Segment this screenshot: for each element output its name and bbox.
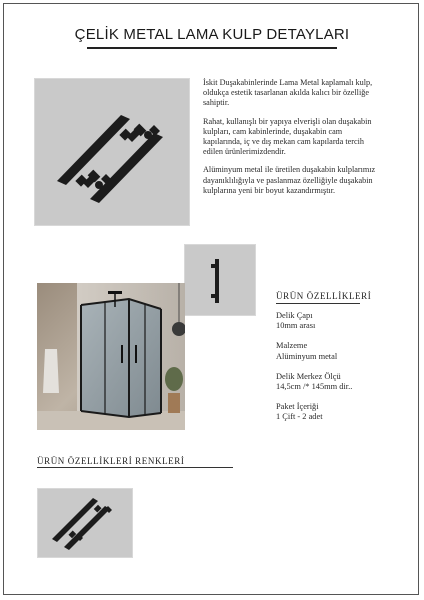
color-swatch-photo — [37, 488, 133, 558]
bathroom-scene-illustration — [37, 283, 185, 430]
handle-screw-cap-high — [144, 131, 152, 139]
spec-value: 1 Çift - 2 adet — [276, 412, 323, 422]
shower-door-handle — [121, 345, 123, 363]
description — [203, 78, 381, 204]
swatch-screw-cap-high — [100, 509, 105, 514]
description-paragraph: İskit Duşakabinlerinde Lama Metal kaplamalı kulp, oldukça estetik tasarlanan akılda kalıcı bir özelliğe sahiptir. — [203, 78, 373, 108]
spec-value: 10mm arası — [276, 321, 316, 331]
bathroom-photo — [37, 283, 185, 430]
single-handle-illustration — [185, 245, 255, 315]
handle-pair-illustration — [35, 79, 189, 225]
specs-heading-underline — [276, 303, 360, 304]
spec-item — [276, 402, 406, 422]
swatch-screw-cap-low — [71, 538, 76, 543]
plant — [165, 367, 183, 391]
spec-label: Paket İçeriği — [276, 402, 319, 412]
black-handle-illustration — [38, 489, 132, 557]
description-paragraph: Alüminyum metal ile üretilen duşakabin kulplarımız dayanıklılığıyla ve paslanmaz özelliğiyle duşakabin kulplarına yeni bir boyut kazandırmıştır. — [203, 165, 376, 195]
spec-item — [276, 341, 406, 361]
colors-heading: ÜRÜN ÖZELLİKLERİ RENKLERİ — [37, 456, 185, 466]
single-handle-photo — [184, 244, 256, 316]
spec-value: 14,5cm /* 145mm dir.. — [276, 382, 353, 392]
wooden-stool — [168, 393, 180, 413]
spec-item — [276, 311, 406, 331]
spec-item — [276, 372, 406, 392]
description-paragraph: Rahat, kullanışlı bir yapıya elverişli olan duşakabin kulpları, cam kabinlerinde, duşakabin cam kapılarında, iç ve dış mekan cam kapılarda tercih edilen ürünlerimizdendir. — [203, 116, 372, 157]
shower-head — [108, 291, 122, 294]
specs-list — [276, 311, 406, 433]
page-title: ÇELİK METAL LAMA KULP DETAYLARI — [74, 26, 350, 43]
spec-label: Malzeme — [276, 341, 308, 351]
spec-value: Alüminyum metal — [276, 351, 338, 361]
single-handle-mount-top — [211, 264, 216, 268]
handle-screw-cap-low — [95, 181, 103, 189]
robe-left — [43, 349, 59, 393]
colors-heading-underline — [37, 467, 233, 468]
single-handle-mount-bottom — [211, 294, 216, 298]
spec-label: Delik Çapı — [276, 311, 313, 320]
handle-pair-photo — [34, 78, 190, 226]
spec-label: Delik Merkez Ölçü — [276, 371, 341, 381]
title-underline — [87, 47, 337, 49]
specs-heading: ÜRÜN ÖZELLİKLERİ — [276, 291, 372, 301]
